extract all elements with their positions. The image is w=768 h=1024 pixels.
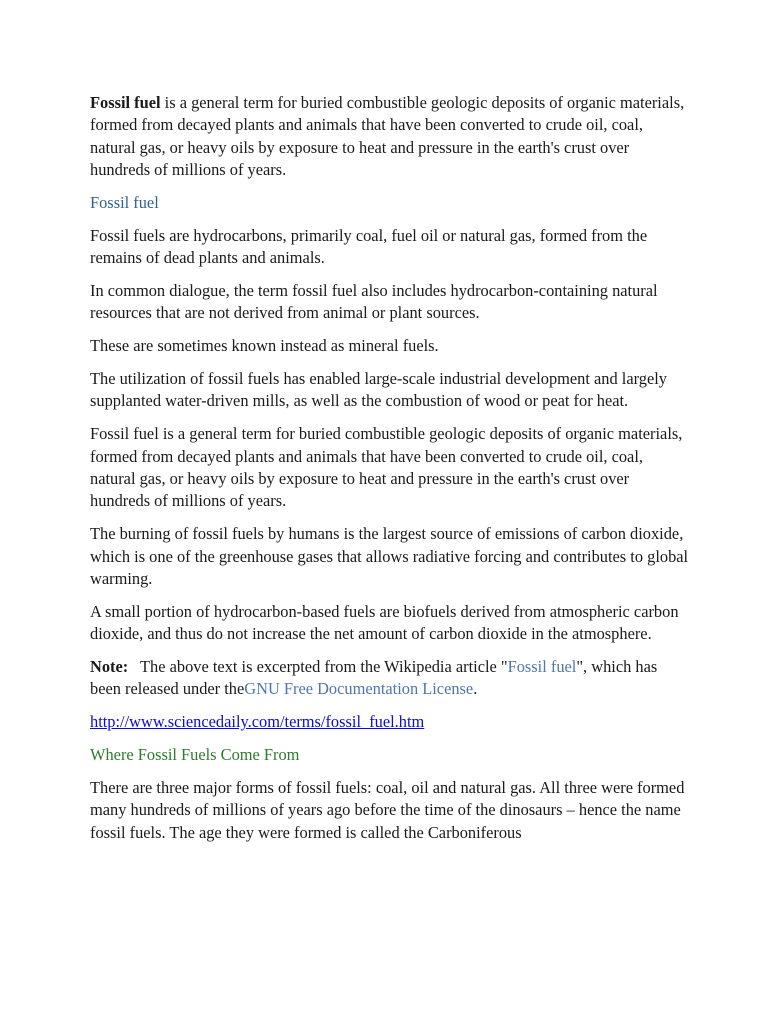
paragraph-utilization: The utilization of fossil fuels has enabled large-scale industrial development and largely supplanted water-driven mills, as well as the combustion of wood or peat for heat. bbox=[90, 369, 667, 411]
intro-paragraph bbox=[90, 92, 690, 182]
gnu-license-link[interactable]: GNU Free Documentation License bbox=[244, 679, 474, 699]
note-text-after: . bbox=[473, 679, 478, 699]
source-url-link[interactable]: http://www.sciencedaily.com/terms/fossil_fuel.htm bbox=[90, 712, 425, 732]
paragraph-hydrocarbons: Fossil fuels are hydrocarbons, primarily coal, fuel oil or natural gas, formed from the remains of dead plants and animals. bbox=[90, 225, 648, 268]
note-label: Note: bbox=[90, 657, 129, 677]
section-heading-fossil-fuel: Fossil fuel bbox=[90, 193, 159, 213]
note-paragraph bbox=[90, 656, 690, 701]
paragraph-general-term: Fossil fuel is a general term for buried combustible geologic deposits of organic materials, formed from decayed plants and animals that have been converted to crude oil, coal, natural gas, or heavy oils by exposure to heat and pressure in the earth's crust over hundreds of millions of years. bbox=[90, 424, 683, 511]
paragraph-burning: The burning of fossil fuels by humans is the largest source of emissions of carbon dioxide, which is one of the greenhouse gases that allows radiative forcing and contributes to global warming. bbox=[90, 524, 689, 589]
note-text-middle: ", which has been released under the bbox=[90, 657, 658, 699]
paragraph-common-dialogue: In common dialogue, the term fossil fuel also includes hydrocarbon-containing natural resources that are not derived from animal or plant sources. bbox=[90, 281, 658, 323]
wikipedia-article-link[interactable]: Fossil fuel bbox=[507, 657, 577, 677]
intro-term: Fossil fuel bbox=[90, 93, 161, 112]
source-url-paragraph bbox=[90, 711, 690, 733]
note-text-before: The above text is excerpted from the Wikipedia article " bbox=[140, 657, 508, 677]
paragraph-three-forms: There are three major forms of fossil fuels: coal, oil and natural gas. All three were formed many hundreds of millions of years ago before the time of the dinosaurs – hence the name fossil fuels. The age they were formed is called the Carboniferous bbox=[90, 777, 685, 842]
document-page bbox=[90, 92, 690, 854]
intro-text: is a general term for buried combustible geologic deposits of organic materials, formed from decayed plants and animals that have been converted to crude oil, coal, natural gas, or heavy oils by exposure to heat and pressure in the earth's crust over hundreds of millions of years. bbox=[90, 93, 685, 180]
section-heading-where-fossil-fuels: Where Fossil Fuels Come From bbox=[90, 745, 300, 765]
paragraph-biofuels: A small portion of hydrocarbon-based fuels are biofuels derived from atmospheric carbon dioxide, and thus do not increase the net amount of carbon dioxide in the atmosphere. bbox=[90, 601, 679, 644]
paragraph-mineral-fuels: These are sometimes known instead as mineral fuels. bbox=[90, 336, 439, 356]
